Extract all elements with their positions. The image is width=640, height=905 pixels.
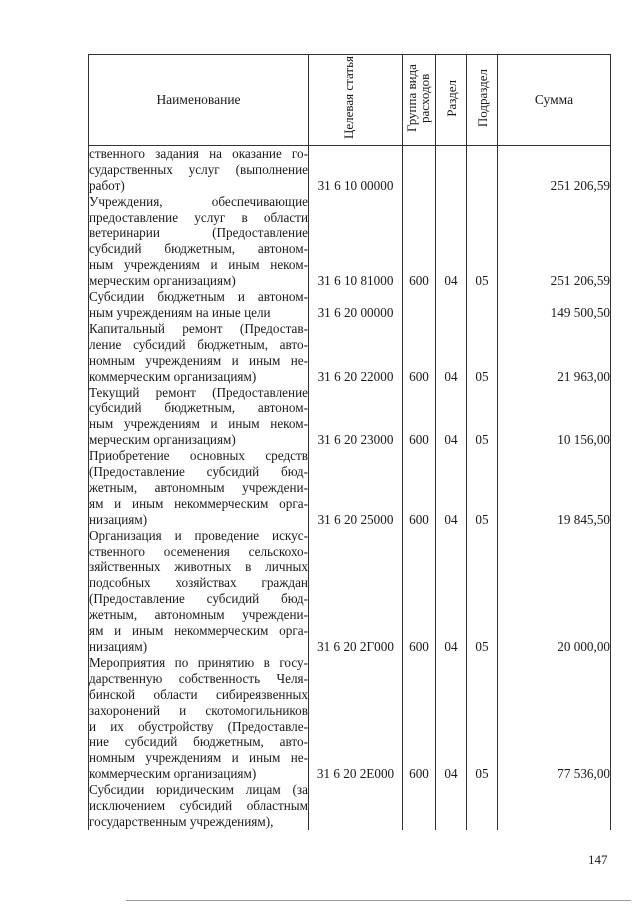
row-name-line: захоронений и скотомогильников [89, 702, 308, 718]
row-name [89, 782, 309, 830]
row-name-line: субсидий бюджетным, автоном- [89, 241, 308, 257]
row-name-line: бинской области сибиреязвенных [89, 686, 308, 702]
row-name-line: номным учреждениям и иным не- [89, 352, 308, 368]
row-code [309, 782, 403, 830]
row-name-line: коммерческим организациям) [89, 368, 257, 384]
row-group: 600 [403, 385, 436, 449]
row-sum [498, 782, 611, 830]
row-name-line: ственного осеменения сельскохо- [89, 543, 308, 559]
row-name [89, 194, 309, 289]
table-row [89, 289, 611, 321]
table-row [89, 448, 611, 528]
row-section: 04 [436, 448, 467, 528]
page-number: 147 [588, 852, 608, 867]
row-name [89, 385, 309, 449]
row-group: 600 [403, 448, 436, 528]
row-code: 31 6 20 25000 [309, 448, 403, 528]
table-row [89, 528, 611, 655]
row-name-line: мерческим организациям) [89, 432, 236, 448]
row-section [436, 145, 467, 193]
row-subsection: 05 [467, 448, 498, 528]
row-name [89, 655, 309, 782]
row-sum: 77 536,00 [498, 655, 611, 782]
row-name-line: жетным, автономным учреждени- [89, 607, 308, 623]
row-name-line: Субсидии бюджетным и автоном- [89, 289, 308, 305]
row-name-line: ветеринарии (Предоставление [89, 225, 308, 241]
row-name-line: номным учреждениям и иным не- [89, 750, 308, 766]
row-group [403, 289, 436, 321]
header-subsection: Подраздел [467, 55, 498, 146]
row-code: 31 6 20 23000 [309, 385, 403, 449]
row-name [89, 448, 309, 528]
row-section: 04 [436, 385, 467, 449]
row-name [89, 321, 309, 385]
row-sum: 21 963,00 [498, 321, 611, 385]
row-name-line: ным учреждениям и иным неком- [89, 257, 308, 273]
row-name-line: (Предоставление субсидий бюд- [89, 591, 308, 607]
row-section [436, 782, 467, 830]
budget-table [88, 54, 611, 830]
row-name-line: государственным учреждениям), [89, 813, 274, 829]
row-section [436, 289, 467, 321]
row-name-line: дарственную собственность Челя- [89, 670, 308, 686]
row-name-line: Текущий ремонт (Предоставление [89, 384, 308, 400]
table-row [89, 145, 611, 193]
header-group: Группа вида расходов [403, 55, 436, 146]
table-body [89, 145, 611, 829]
row-name-line: жетным, автономным учреждени- [89, 479, 308, 495]
row-name-line: ям и иным некоммерческим орга- [89, 623, 308, 639]
row-code: 31 6 10 81000 [309, 194, 403, 289]
header-code: Целевая статья [309, 55, 403, 146]
row-name-line: ным учреждениям и иным неком- [89, 416, 308, 432]
row-name [89, 289, 309, 321]
row-name-line: коммерческим организациям) [89, 766, 257, 782]
row-sum: 19 845,50 [498, 448, 611, 528]
row-group: 600 [403, 321, 436, 385]
row-subsection: 05 [467, 528, 498, 655]
row-name-line: мерческим организациям) [89, 273, 236, 289]
table-row [89, 782, 611, 830]
row-subsection: 05 [467, 194, 498, 289]
row-sum: 149 500,50 [498, 289, 611, 321]
row-code: 31 6 10 00000 [309, 145, 403, 193]
row-code: 31 6 20 22000 [309, 321, 403, 385]
row-section: 04 [436, 194, 467, 289]
footer-rule [126, 900, 631, 901]
row-group: 600 [403, 194, 436, 289]
row-name-line: исключением субсидий областным [89, 798, 308, 814]
row-name-line: подсобных хозяйствах граждан [89, 575, 308, 591]
row-subsection: 05 [467, 385, 498, 449]
row-sum: 20 000,00 [498, 528, 611, 655]
row-name-line: Мероприятия по принятию в госу- [89, 654, 308, 670]
row-name-line: Капитальный ремонт (Предостав- [89, 320, 308, 336]
row-subsection [467, 289, 498, 321]
row-group: 600 [403, 528, 436, 655]
row-name-line: работ) [89, 177, 125, 193]
table-row [89, 655, 611, 782]
row-name-line: низациям) [89, 511, 148, 527]
header-sum: Сумма [498, 55, 611, 146]
row-section: 04 [436, 655, 467, 782]
row-code: 31 6 20 2Г000 [309, 528, 403, 655]
row-subsection [467, 145, 498, 193]
row-sum: 251 206,59 [498, 194, 611, 289]
row-name-line: ным учреждениям на иные цели [89, 304, 271, 320]
row-section: 04 [436, 321, 467, 385]
row-section: 04 [436, 528, 467, 655]
table-row [89, 385, 611, 449]
row-subsection: 05 [467, 321, 498, 385]
row-sum: 10 156,00 [498, 385, 611, 449]
row-name-line: и их обустройству (Предоставле- [89, 718, 308, 734]
row-name-line: сударственных услуг (выполнение [89, 161, 308, 177]
row-name-line: низациям) [89, 639, 148, 654]
row-name-line: ям и иным некоммерческим орга- [89, 495, 308, 511]
header-name: Наименование [89, 55, 309, 146]
table-row [89, 321, 611, 385]
row-sum: 251 206,59 [498, 145, 611, 193]
row-name-line: предоставление услуг в области [89, 209, 308, 225]
row-code: 31 6 20 2Е000 [309, 655, 403, 782]
row-name-line: Учреждения, обеспечивающие [89, 193, 308, 209]
row-name-line: (Предоставление субсидий бюд- [89, 464, 308, 480]
row-group [403, 145, 436, 193]
header-section: Раздел [436, 55, 467, 146]
row-name [89, 145, 309, 193]
row-name-line: ние субсидий бюджетным, авто- [89, 734, 308, 750]
row-group: 600 [403, 655, 436, 782]
row-subsection: 05 [467, 655, 498, 782]
row-name-line: Субсидии юридическим лицам (за [89, 782, 308, 798]
row-subsection [467, 782, 498, 830]
row-name-line: зяйственных животных в личных [89, 559, 308, 575]
row-name-line: ственного задания на оказание го- [89, 145, 308, 161]
row-name-line: Приобретение основных средств [89, 448, 308, 464]
row-name-line: субсидий бюджетным, автоном- [89, 400, 308, 416]
row-name-line: Организация и проведение искус- [89, 527, 308, 543]
table-header-row [89, 55, 611, 146]
row-group [403, 782, 436, 830]
table-row [89, 194, 611, 289]
row-name [89, 528, 309, 655]
row-name-line: ление субсидий бюджетным, авто- [89, 336, 308, 352]
row-code: 31 6 20 00000 [309, 289, 403, 321]
